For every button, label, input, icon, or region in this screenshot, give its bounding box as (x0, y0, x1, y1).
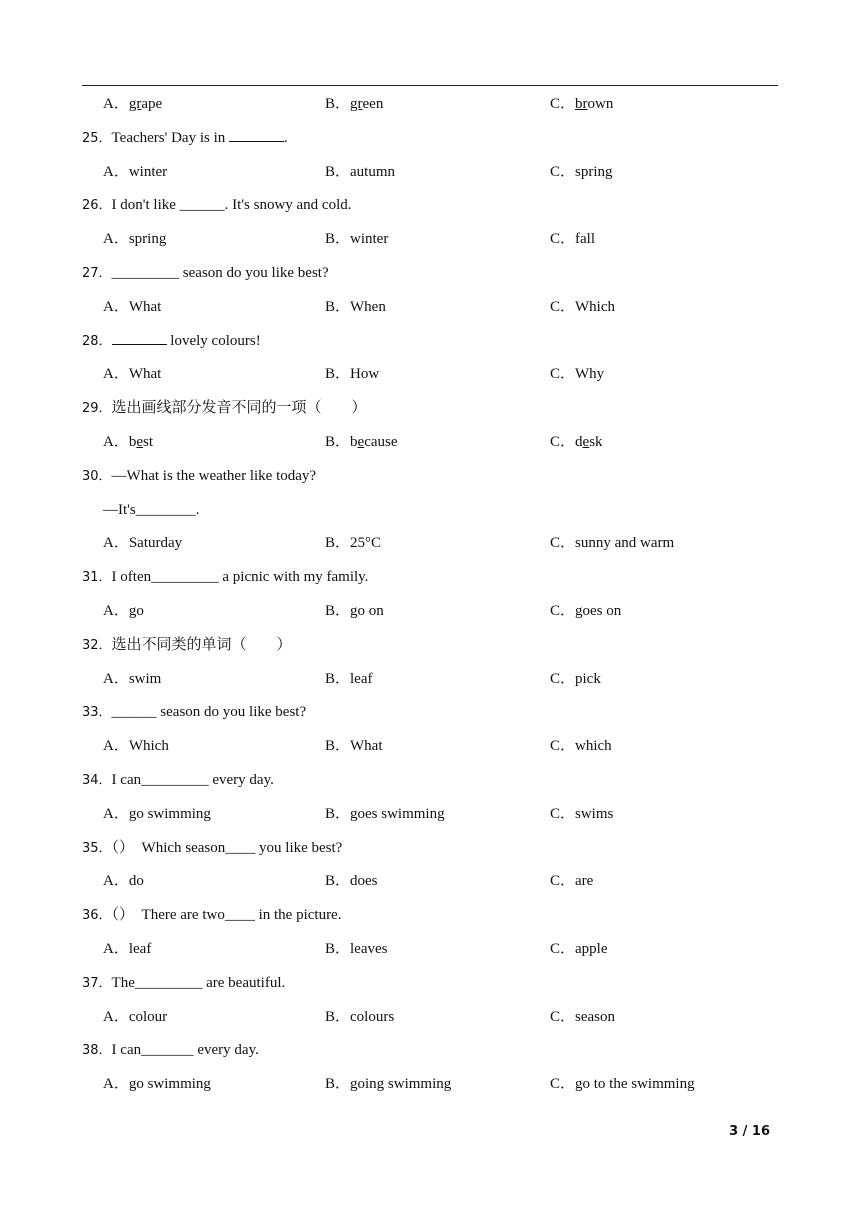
q38-options (82, 1068, 778, 1102)
q27-options (82, 291, 778, 325)
option-b[interactable]: B．green (325, 96, 384, 112)
option-a[interactable]: A．winter (103, 163, 168, 180)
question-31: 31．I often_________ a picnic with my family. (82, 569, 369, 586)
question-list (82, 88, 778, 1102)
option-b[interactable]: B．because (325, 433, 398, 450)
option-a[interactable]: A．go swimming (103, 1076, 211, 1093)
option-c[interactable]: C．Which (550, 298, 615, 315)
option-c[interactable]: C．sunny and warm (550, 535, 675, 552)
q28-options (82, 358, 778, 392)
question-33: 33．______ season do you like best? (82, 704, 307, 721)
question-26: 26．I don't like ______. It's snowy and cold. (82, 197, 352, 214)
question-32: 32．选出不同类的单词（ ） (82, 636, 292, 653)
option-b[interactable]: B．colours (325, 1008, 395, 1025)
option-a[interactable]: A．What (103, 298, 162, 315)
question-30-answer-line: —It's________. (103, 501, 200, 518)
option-c[interactable]: C．which (550, 738, 612, 755)
option-b[interactable]: B．How (325, 366, 380, 383)
option-b[interactable]: B．autumn (325, 163, 395, 180)
q32-options (82, 663, 778, 697)
option-b[interactable]: B．go on (325, 602, 384, 619)
question-25: 25．Teachers' Day is in . (82, 129, 288, 146)
option-c[interactable]: C．swims (550, 805, 614, 822)
option-a[interactable]: A．go swimming (103, 805, 211, 822)
q30-options (82, 527, 778, 561)
option-a[interactable]: A．Which (103, 738, 169, 755)
header-rule (82, 85, 778, 86)
option-a[interactable]: A．colour (103, 1008, 168, 1025)
answer-blank (229, 128, 284, 142)
question-35: 35．（） Which season____ you like best? (82, 839, 343, 856)
option-c[interactable]: C．are (550, 873, 594, 890)
option-a[interactable]: A．Saturday (103, 535, 183, 552)
option-a[interactable]: A．What (103, 366, 162, 383)
option-c[interactable]: C．apple (550, 940, 608, 957)
q33-options (82, 730, 778, 764)
q36-options (82, 933, 778, 967)
option-b[interactable]: B．does (325, 873, 378, 890)
option-b[interactable]: B．goes swimming (325, 805, 445, 822)
option-b[interactable]: B．25°C (325, 535, 382, 552)
question-28: 28． lovely colours! (82, 332, 261, 349)
option-c[interactable]: C．spring (550, 163, 613, 180)
question-27: 27．_________ season do you like best? (82, 264, 329, 281)
option-b[interactable]: B．going swimming (325, 1076, 452, 1093)
option-a[interactable]: A．swim (103, 670, 162, 687)
question-37: 37．The_________ are beautiful. (82, 974, 286, 991)
q26-options (82, 223, 778, 257)
option-c[interactable]: C．desk (550, 433, 603, 450)
question-29: 29．选出画线部分发音不同的一项（ ） (82, 400, 367, 417)
option-a[interactable]: A．do (103, 873, 144, 890)
question-34: 34．I can_________ every day. (82, 771, 274, 788)
q37-options (82, 1001, 778, 1035)
option-b[interactable]: B．winter (325, 231, 389, 248)
option-a[interactable]: A．best (103, 433, 154, 450)
option-a[interactable]: A．spring (103, 231, 167, 248)
option-c[interactable]: C．pick (550, 670, 601, 687)
option-c[interactable]: C．season (550, 1008, 615, 1025)
question-36: 36．（） There are two____ in the picture. (82, 907, 342, 924)
option-b[interactable]: B．When (325, 298, 386, 315)
question-38: 38．I can_______ every day. (82, 1042, 259, 1059)
option-c[interactable]: C．goes on (550, 602, 622, 619)
option-b[interactable]: B．leaves (325, 940, 388, 957)
page-number: 3 / 16 (729, 1124, 770, 1139)
option-c[interactable]: C．Why (550, 366, 605, 383)
question-30: 30．—What is the weather like today? (82, 467, 317, 484)
option-a[interactable]: A．grape (103, 96, 163, 112)
option-c[interactable]: C．brown (550, 96, 614, 112)
option-c[interactable]: C．go to the swimming (550, 1076, 695, 1093)
q29-options (82, 426, 778, 460)
answer-blank (112, 331, 167, 345)
option-a[interactable]: A．go (103, 602, 144, 619)
option-b[interactable]: B．What (325, 738, 383, 755)
q24-options (82, 88, 778, 122)
q31-options (82, 595, 778, 629)
option-c[interactable]: C．fall (550, 231, 595, 248)
q25-options (82, 156, 778, 190)
option-b[interactable]: B．leaf (325, 670, 373, 687)
q35-options (82, 865, 778, 899)
option-a[interactable]: A．leaf (103, 940, 152, 957)
q34-options (82, 798, 778, 832)
